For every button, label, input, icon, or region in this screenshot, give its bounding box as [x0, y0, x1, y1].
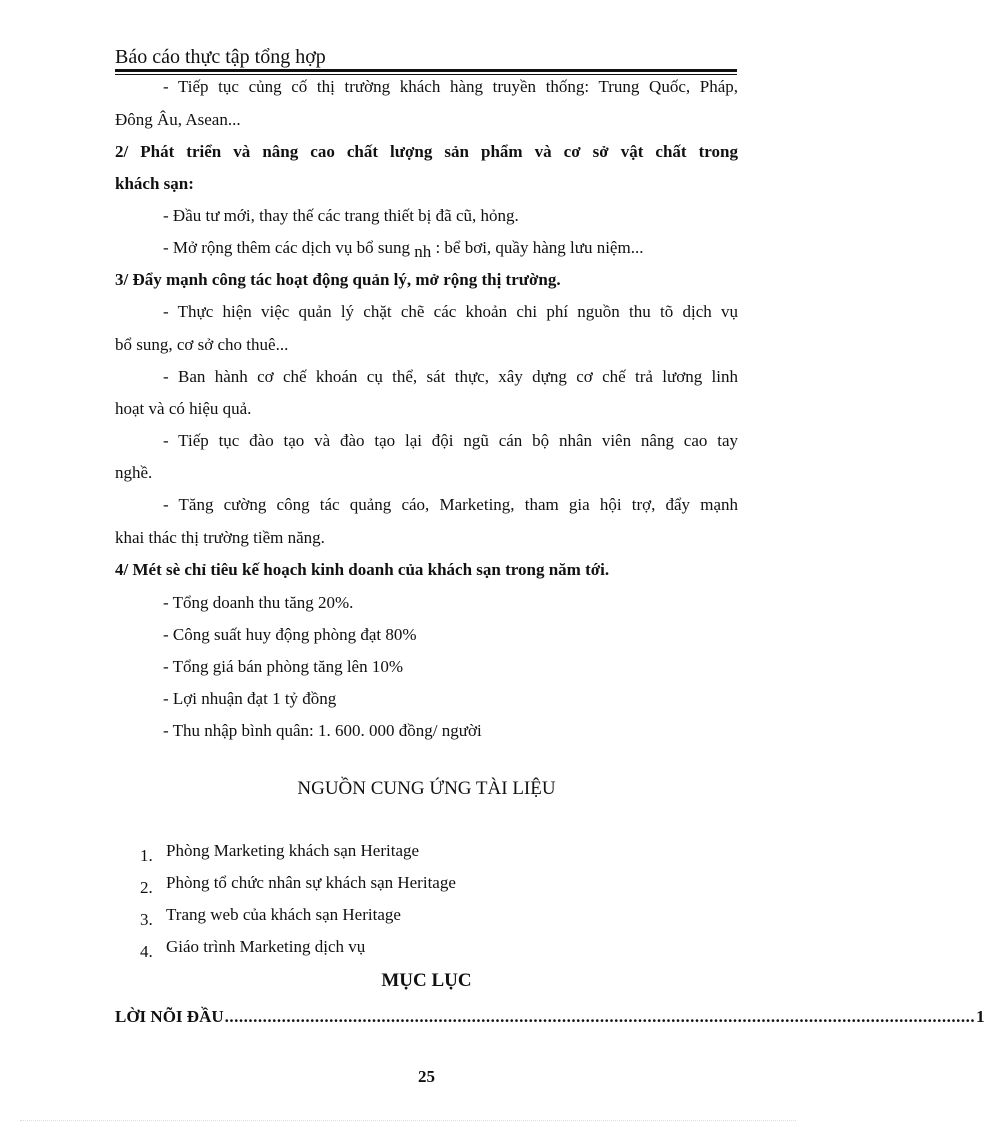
paragraph-line: - Tiếp tục đào tạo và đào tạo lại đội ngũ cán bộ nhân viên nâng cao tay — [163, 431, 738, 450]
target-item: - Tổng doanh thu tăng 20%. — [163, 593, 354, 612]
paragraph-line: khai thác thị trường tiềm năng. — [115, 528, 325, 547]
header-rule-thick — [115, 69, 737, 72]
page-number: 25 — [418, 1067, 435, 1086]
target-item: - Thu nhập bình quân: 1. 600. 000 đồng/ người — [163, 721, 482, 740]
source-item: Giáo trình Marketing dịch vụ — [166, 937, 366, 956]
source-item: Trang web của khách sạn Heritage — [166, 905, 401, 924]
source-number: 2. — [140, 878, 153, 897]
toc-leader-dots: .............................................................................................................................................................. — [224, 1007, 976, 1026]
section-heading-3: 3/ Đẩy mạnh công tác hoạt động quản lý, mở rộng thị trường. — [115, 270, 561, 289]
paragraph-line: - Thực hiện việc quản lý chặt chẽ các khoản chi phí nguồn thu tõ dịch vụ — [163, 302, 738, 321]
source-number: 1. — [140, 846, 153, 865]
source-item: Phòng Marketing khách sạn Heritage — [166, 841, 420, 860]
source-number: 4. — [140, 942, 153, 961]
header-rule-thin — [115, 74, 737, 75]
target-item: - Lợi nhuận đạt 1 tỷ đồng — [163, 689, 337, 708]
paragraph-line: - Tiếp tục củng cố thị trường khách hàng truyền thống: Trung Quốc, Pháp, — [163, 77, 738, 96]
source-item: Phòng tổ chức nhân sự khách sạn Heritage — [166, 873, 456, 892]
text-fragment-subscript: nh — [414, 242, 432, 261]
paragraph-line — [163, 237, 738, 259]
toc-heading: MỤC LỤC — [381, 970, 472, 991]
section-heading-4: 4/ Mét sè chỉ tiêu kế hoạch kinh doanh của khách sạn trong năm tới. — [115, 560, 610, 579]
toc-entry-page: 1 — [976, 1007, 985, 1026]
paragraph-line: - Đầu tư mới, thay thế các trang thiết bị đã cũ, hỏng. — [163, 206, 519, 225]
running-header-title: Báo cáo thực tập tổng hợp — [115, 46, 326, 68]
toc-entry[interactable] — [115, 1006, 985, 1028]
paragraph-line: - Tăng cường công tác quảng cáo, Marketing, tham gia hội trợ, đẩy mạnh — [163, 495, 738, 514]
toc-entry-label: LỜI NÕI ĐẦU — [115, 1007, 224, 1026]
paragraph-line: Đông Âu, Asean... — [115, 110, 241, 129]
sources-heading: NGUỒN CUNG ỨNG TÀI LIỆU — [297, 778, 556, 799]
section-heading-2-cont: khách sạn: — [115, 174, 194, 193]
section-heading-2: 2/ Phát triển và nâng cao chất lượng sản phẩm và cơ sở vật chất trong — [115, 142, 738, 161]
paragraph-line: - Ban hành cơ chế khoán cụ thể, sát thực, xây dựng cơ chế trả lương linh — [163, 367, 738, 386]
source-number: 3. — [140, 910, 153, 929]
page-bottom-border — [20, 1120, 796, 1121]
paragraph-line: bổ sung, cơ sở cho thuê... — [115, 335, 289, 354]
paragraph-line: nghề. — [115, 463, 153, 482]
paragraph-line: hoạt và có hiệu quả. — [115, 399, 252, 418]
target-item: - Công suất huy động phòng đạt 80% — [163, 625, 417, 644]
text-fragment: : bể bơi, quầy hàng lưu niệm... — [435, 238, 644, 257]
text-fragment: - Mở rộng thêm các dịch vụ bổ sung — [163, 238, 410, 257]
target-item: - Tổng giá bán phòng tăng lên 10% — [163, 657, 404, 676]
